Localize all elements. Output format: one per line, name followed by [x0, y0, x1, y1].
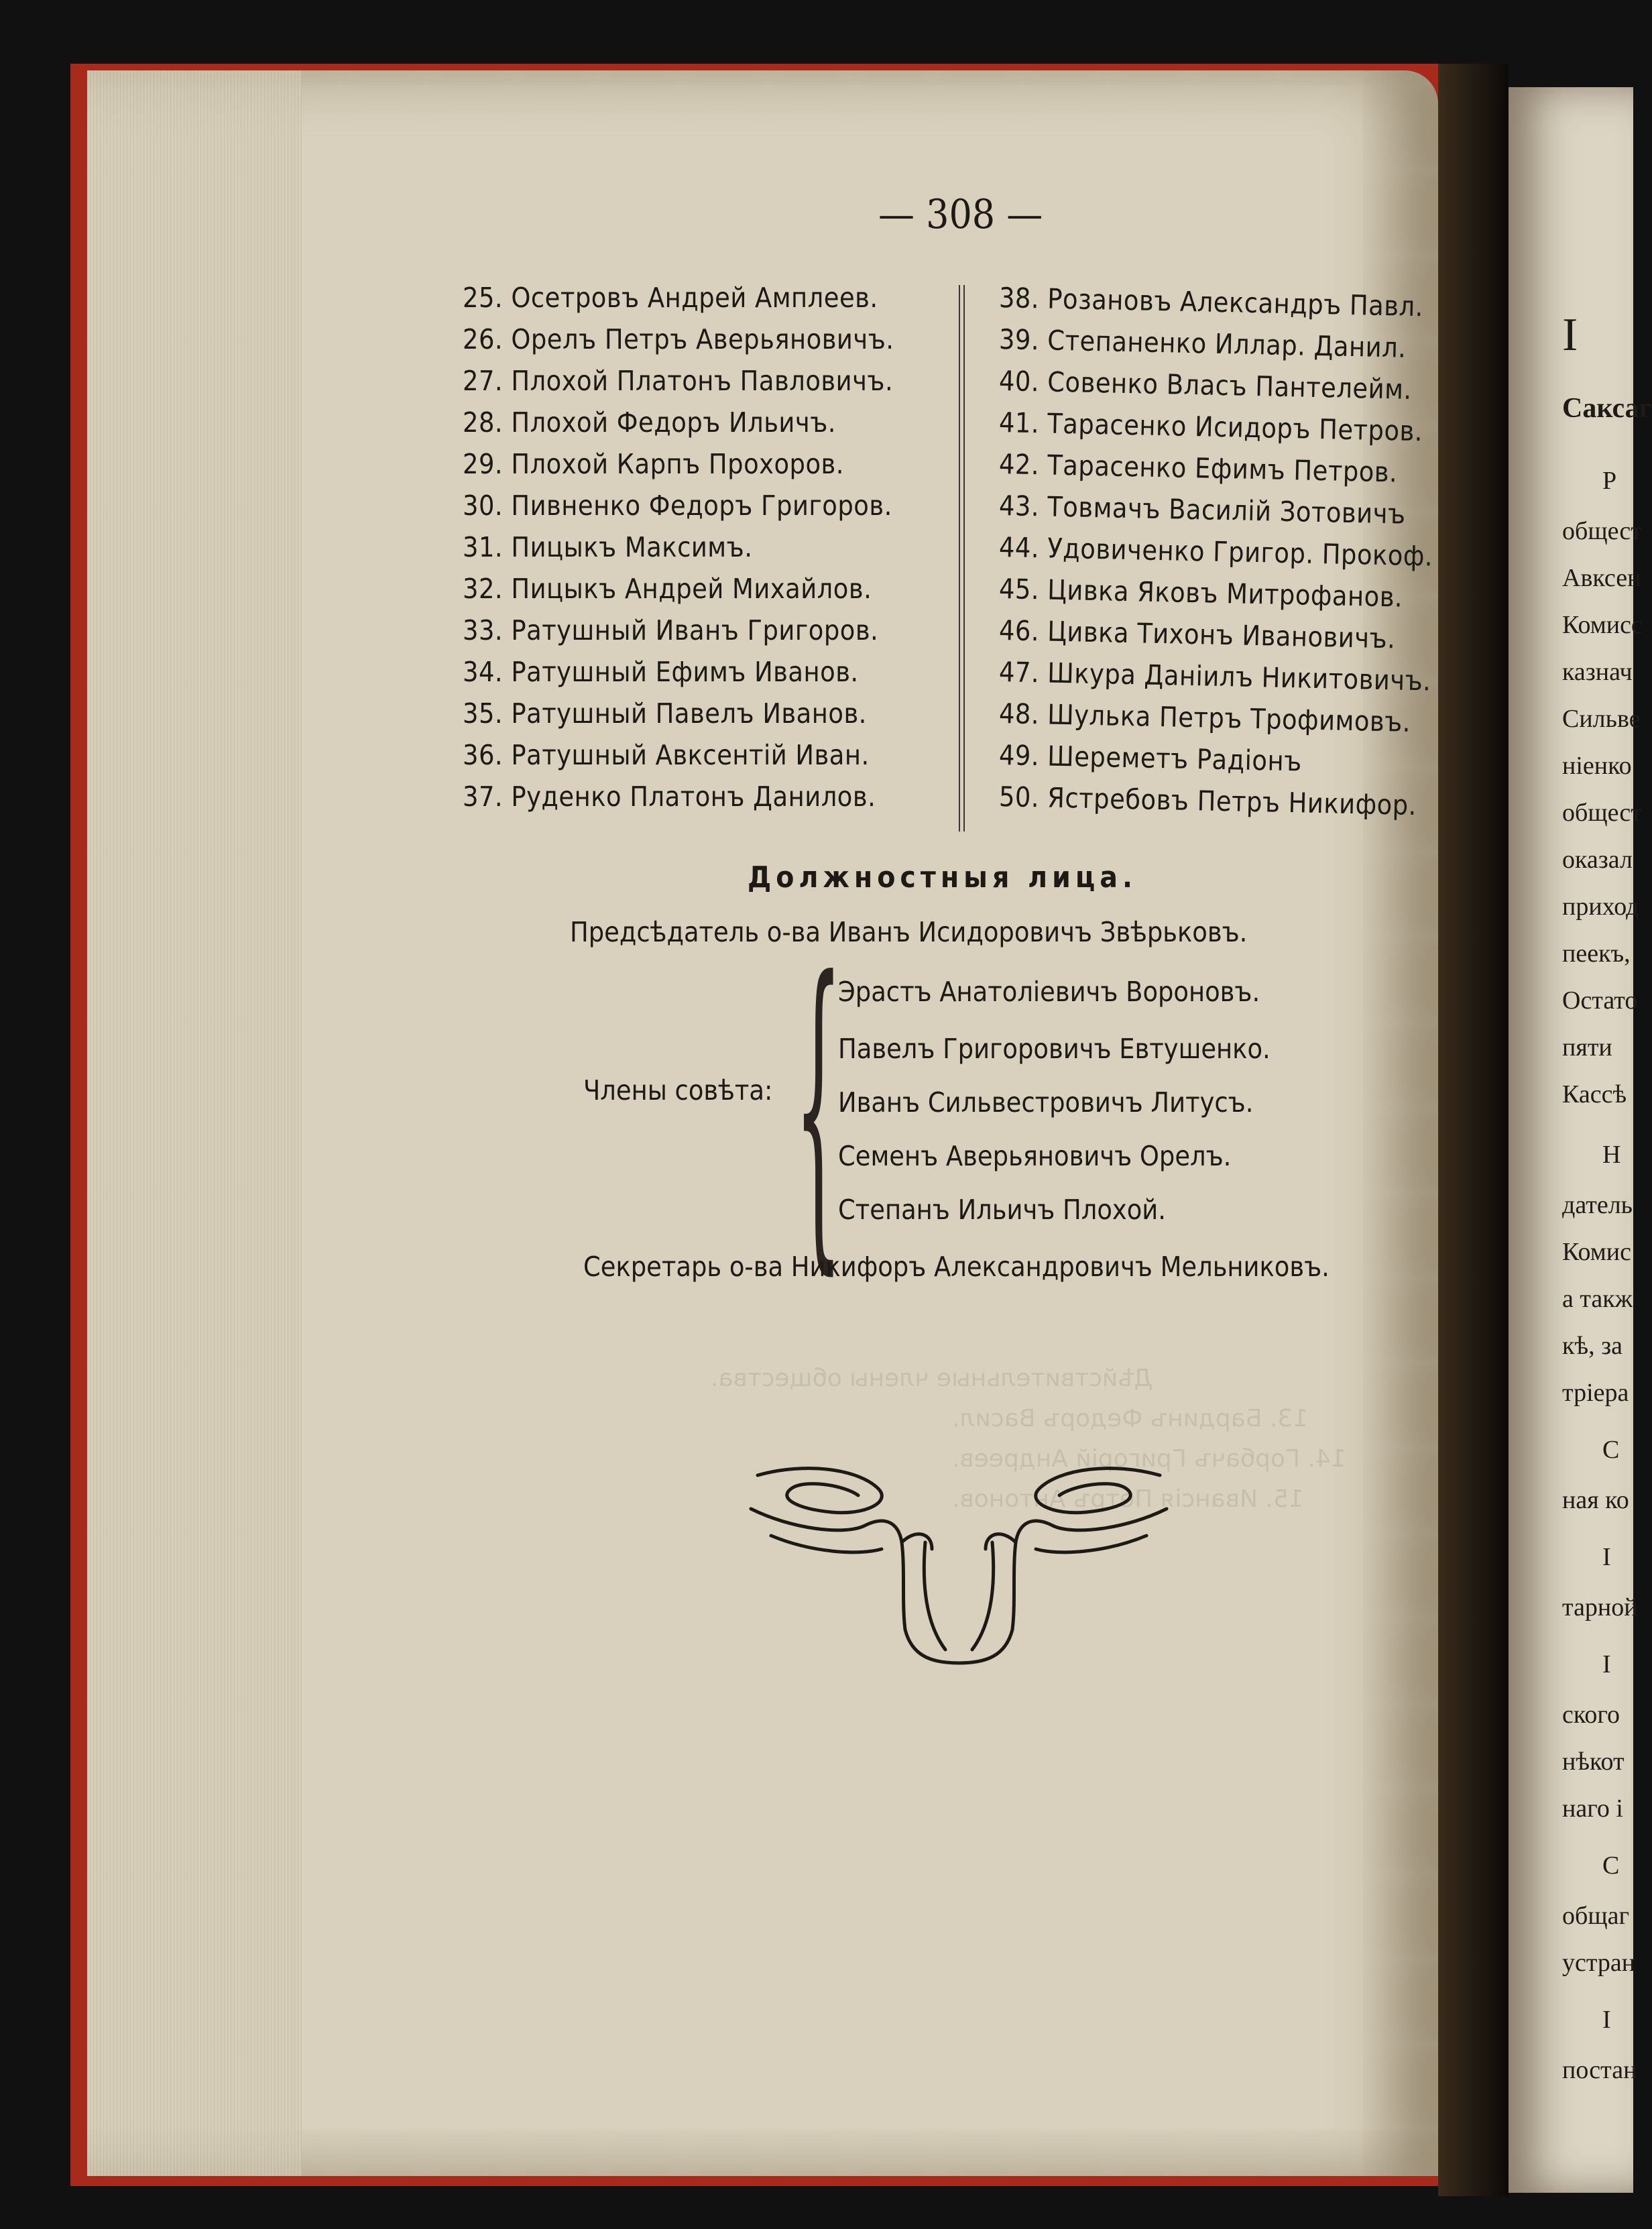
right-page-line: ского — [1562, 1701, 1620, 1729]
member-entry: 25. Осетровъ Андрей Амплеев. — [463, 282, 878, 314]
right-page-line: оказал — [1562, 846, 1633, 874]
member-entry: 38. Розановъ Александръ Павл. — [998, 282, 1424, 323]
member-entry: 33. Ратушный Иванъ Григоров. — [463, 614, 879, 646]
officials-heading: Должностныя лица. — [748, 860, 1137, 895]
book-gutter — [1438, 64, 1509, 2196]
right-page-line: Н — [1602, 1141, 1621, 1169]
member-entry: 29. Плохой Карпъ Прохоров. — [463, 448, 844, 480]
right-page-line: пеекъ, — [1562, 939, 1631, 968]
right-page-line: С — [1602, 1851, 1620, 1880]
right-page-line: приход — [1562, 893, 1639, 921]
right-page-line: С — [1602, 1436, 1620, 1464]
ornament-vignette — [731, 1448, 1187, 1670]
member-entry: 28. Плохой Федоръ Ильичъ. — [463, 406, 836, 439]
secretary-line: Секретарь о-ва Никифоръ Александровичъ Мельниковъ. — [583, 1251, 1330, 1283]
council-label: Члены совѣта: — [583, 1074, 773, 1106]
right-page-line: нѣкот — [1562, 1748, 1625, 1776]
right-page-line: Кассѣ — [1562, 1080, 1627, 1108]
right-page-line: І — [1602, 1543, 1611, 1571]
right-page-line: тріера — [1562, 1379, 1629, 1407]
member-entry: 45. Цивка Яковъ Митрофанов. — [998, 573, 1403, 614]
council-brace: { — [794, 911, 843, 1302]
right-page-line: устран — [1562, 1949, 1636, 1977]
right-page-line: Комис — [1562, 1238, 1631, 1266]
member-entry: 43. Товмачъ Василій Зотовичъ — [998, 490, 1407, 530]
right-page-line: кѣ, за — [1562, 1332, 1622, 1360]
right-page-line: ніенко — [1562, 752, 1632, 780]
right-page-line: Авксен — [1562, 564, 1641, 592]
member-entry: 36. Ратушный Авксентій Иван. — [463, 739, 870, 771]
member-entry: 47. Шкура Даніилъ Никитовичъ. — [998, 656, 1431, 697]
member-entry: 46. Цивка Тихонъ Ивановичъ. — [998, 614, 1396, 655]
right-page-line: казнач — [1562, 658, 1633, 686]
member-entry: 31. Пицыкъ Максимъ. — [463, 531, 753, 563]
right-page-line: І — [1562, 309, 1578, 361]
council-member: Эрастъ Анатоліевичъ Вороновъ. — [838, 976, 1260, 1008]
right-page-line: наго і — [1562, 1794, 1623, 1823]
member-entry: 35. Ратушный Павелъ Иванов. — [463, 697, 867, 730]
bleed-through-line: 15. Ивансія Петръ Антонов. — [952, 1485, 1304, 1513]
page-edges — [87, 70, 302, 2176]
right-page-line: общест — [1562, 517, 1642, 545]
right-page-line: общест — [1562, 799, 1642, 827]
council-member: Павелъ Григоровичъ Евтушенко. — [838, 1033, 1271, 1065]
bleed-through-line: 14. Горбачъ Григорій Андреев. — [952, 1445, 1346, 1473]
right-page-line: ная ко — [1562, 1486, 1629, 1514]
member-entry: 41. Тарасенко Исидоръ Петров. — [998, 406, 1423, 448]
right-page-line: а такж — [1562, 1285, 1633, 1313]
right-page-line: Р — [1602, 467, 1617, 495]
page-number: — 308 — — [878, 191, 1043, 238]
right-page-line: І — [1602, 2006, 1611, 2034]
member-entry: 40. Совенко Власъ Пантелейм. — [998, 365, 1413, 406]
right-page-line: общаг — [1562, 1902, 1630, 1930]
member-entry: 30. Пивненко Федоръ Григоров. — [463, 490, 892, 522]
member-entry: 50. Ястребовъ Петръ Никифор. — [998, 781, 1417, 822]
council-member: Иванъ Сильвестровичъ Литусъ. — [838, 1086, 1254, 1119]
right-page-line: Сильве — [1562, 705, 1641, 733]
council-member: Семенъ Аверьяновичъ Орелъ. — [838, 1140, 1232, 1172]
right-page — [1509, 87, 1652, 2193]
member-entry: 34. Ратушный Ефимъ Иванов. — [463, 656, 859, 688]
member-entry: 42. Тарасенко Ефимъ Петров. — [998, 448, 1398, 489]
right-page-line: І — [1602, 1650, 1611, 1678]
member-entry: 49. Шереметъ Радіонъ — [998, 739, 1303, 778]
column-divider — [959, 285, 965, 832]
right-page-line: Комисс — [1562, 611, 1643, 639]
right-page-line: пяти — [1562, 1033, 1612, 1062]
right-page-line: Саксаг — [1562, 393, 1652, 424]
member-entry: 37. Руденко Платонъ Данилов. — [463, 781, 876, 813]
right-page-line: постан — [1562, 2056, 1637, 2084]
member-entry: 26. Орелъ Петръ Аверьяновичъ. — [463, 323, 894, 355]
member-entry: 32. Пицыкъ Андрей Михайлов. — [463, 573, 872, 605]
member-entry: 44. Удовиченко Григор. Прокоф. — [998, 531, 1433, 573]
right-page-line: датель — [1562, 1191, 1633, 1219]
member-entry: 27. Плохой Платонъ Павловичъ. — [463, 365, 894, 397]
chairman-line: Предсѣдатель о-ва Иванъ Исидоровичъ Звѣрьковъ. — [570, 916, 1248, 948]
bleed-through-heading: Дѣйствительные члены общества. — [711, 1365, 1153, 1392]
member-entry: 39. Степаненко Иллар. Данил. — [998, 323, 1407, 364]
right-page-line: Остато — [1562, 986, 1638, 1015]
right-page-line: тарной — [1562, 1593, 1638, 1621]
bleed-through-line: 13. Бардинъ Федоръ Васил. — [952, 1405, 1309, 1432]
council-member: Степанъ Ильичъ Плохой. — [838, 1194, 1166, 1226]
member-entry: 48. Шулька Петръ Трофимовъ. — [998, 697, 1411, 738]
